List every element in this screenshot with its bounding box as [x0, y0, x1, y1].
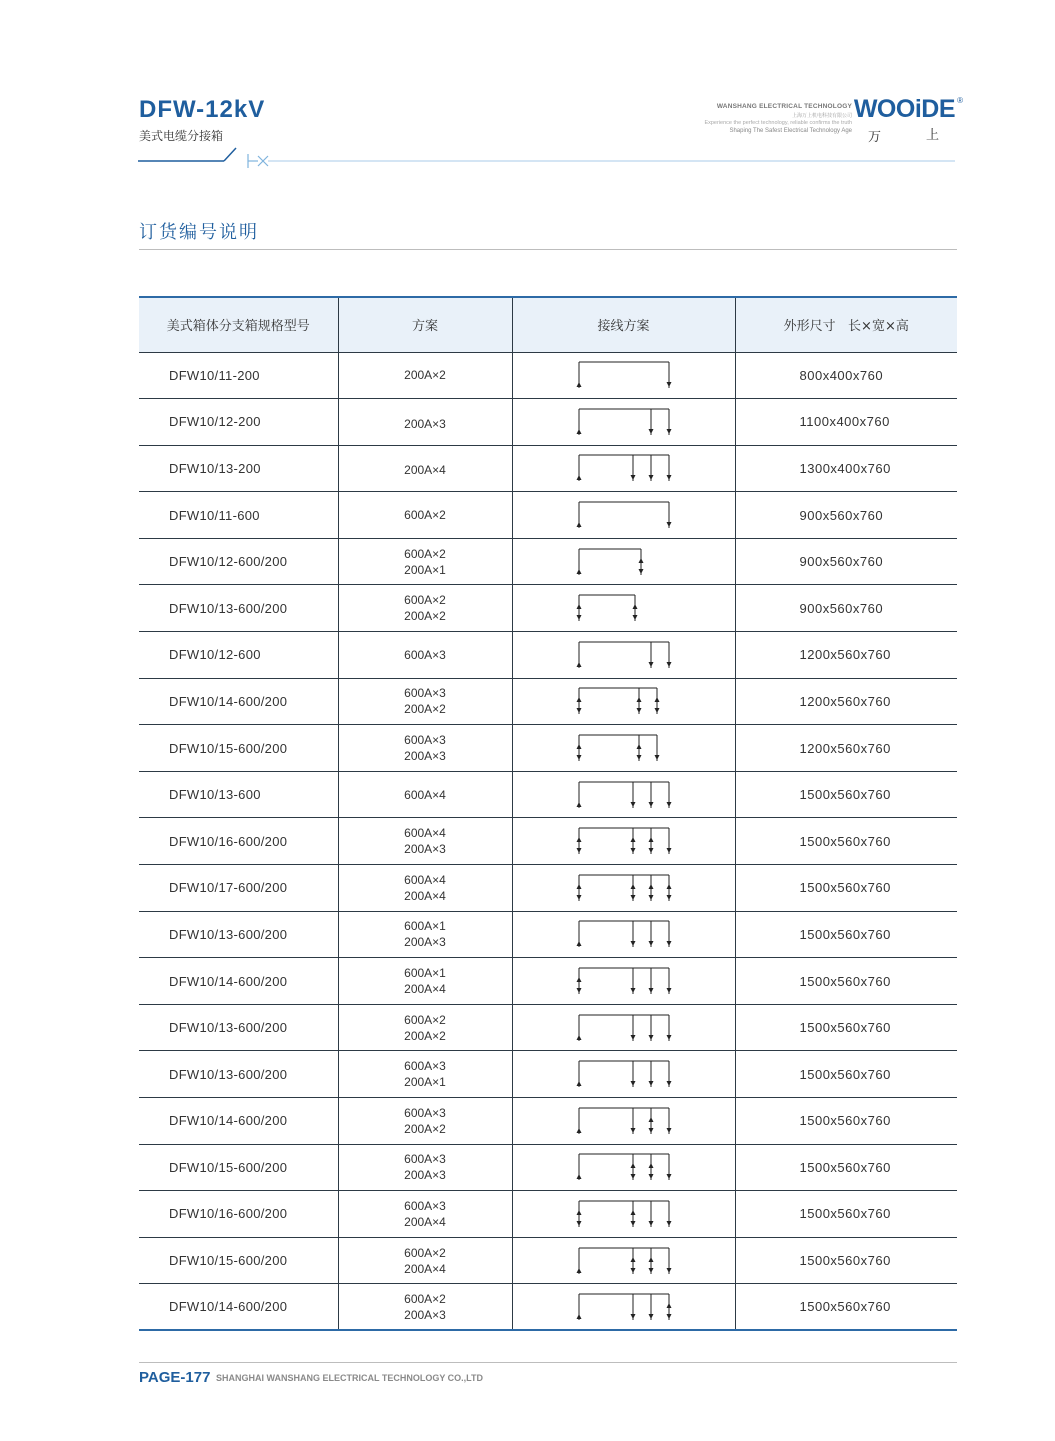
cell-wiring	[512, 445, 735, 492]
cell-plan	[338, 445, 512, 492]
plan-line-2: 200A×1	[404, 562, 446, 577]
cell-wiring	[512, 771, 735, 818]
arrow-up-icon	[576, 522, 581, 527]
wiring-diagram	[573, 1057, 673, 1091]
wiring-diagram	[573, 684, 673, 718]
plan-line-1: 600A×2	[404, 508, 446, 523]
plan-line-2: 200A×4	[404, 1261, 446, 1276]
wiring-diagram	[573, 731, 673, 765]
cell-wiring	[512, 1098, 735, 1145]
arrow-up-icon	[576, 802, 581, 807]
product-subtitle: 美式电缆分接箱	[139, 129, 224, 143]
cell-plan	[338, 911, 512, 958]
footer-divider	[139, 1362, 957, 1363]
table-row	[139, 399, 957, 446]
plan-line-2: 200A×1	[404, 1075, 446, 1090]
arrow-down-icon	[648, 988, 653, 993]
arrow-down-icon	[576, 848, 581, 853]
brand-cn-wan: 万	[867, 130, 881, 145]
arrow-down-icon	[576, 615, 581, 620]
arrow-up-icon	[630, 884, 635, 889]
arrow-up-icon	[576, 429, 581, 434]
arrow-down-icon	[636, 755, 641, 760]
plan-line-1: 600A×1	[404, 966, 446, 981]
arrow-up-icon	[576, 604, 581, 609]
arrow-down-icon	[630, 1174, 635, 1179]
arrow-up-icon	[654, 697, 659, 702]
table-row	[139, 725, 957, 772]
cell-model: DFW10/15-600/200	[139, 1144, 338, 1191]
section-title: 订货编号说明	[139, 222, 259, 243]
header-dimensions: 外形尺寸 长×宽×高	[735, 297, 957, 352]
arrow-down-icon	[666, 475, 671, 480]
cell-dimensions: 1500x560x760	[735, 1144, 957, 1191]
arrow-down-icon	[632, 615, 637, 620]
plan-line-1: 600A×3	[404, 733, 446, 748]
wiring-diagram	[573, 1197, 673, 1231]
cell-dimensions: 1200x560x760	[735, 632, 957, 679]
cell-model: DFW10/16-600/200	[139, 818, 338, 865]
plan-line-2: 200A×3	[404, 1307, 446, 1322]
arrow-up-icon	[576, 1314, 581, 1319]
plan-line-1: 200A×2	[404, 368, 446, 383]
wiring-diagram	[573, 824, 673, 858]
arrow-down-icon	[648, 475, 653, 480]
arrow-down-icon	[648, 1081, 653, 1086]
cell-wiring	[512, 725, 735, 772]
wiring-diagram	[573, 1244, 673, 1278]
arrow-up-icon	[636, 697, 641, 702]
table-row	[139, 1051, 957, 1098]
cell-dimensions: 1500x560x760	[735, 1284, 957, 1331]
plan-line-1: 600A×2	[404, 1291, 446, 1306]
cell-plan	[338, 632, 512, 679]
arrow-down-icon	[666, 382, 671, 387]
arrow-down-icon	[648, 802, 653, 807]
arrow-down-icon	[630, 475, 635, 480]
plan-line-1: 200A×3	[404, 416, 446, 431]
wiring-diagram	[573, 358, 673, 392]
product-title: DFW-12kV	[139, 96, 266, 123]
cell-dimensions: 1200x560x760	[735, 678, 957, 725]
arrow-up-icon	[576, 837, 581, 842]
wiring-diagram	[573, 405, 673, 439]
arrow-down-icon	[648, 895, 653, 900]
wiring-diagram	[573, 591, 673, 625]
plan-line-2: 200A×2	[404, 609, 446, 624]
brand-tagline-2: Shaping The Safest Electrical Technology Age	[729, 128, 852, 134]
plan-line-1: 600A×3	[404, 1152, 446, 1167]
arrow-down-icon	[666, 522, 671, 527]
cell-wiring	[512, 1144, 735, 1191]
plan-line-2: 200A×3	[404, 1168, 446, 1183]
plan-line-2: 200A×4	[404, 888, 446, 903]
cell-wiring	[512, 585, 735, 632]
arrow-down-icon	[576, 988, 581, 993]
brand-en-name: WANSHANG ELECTRICAL TECHNOLOGY	[716, 103, 852, 110]
header-plan: 方案	[338, 297, 512, 352]
arrow-down-icon	[648, 941, 653, 946]
arrow-down-icon	[630, 941, 635, 946]
wiring-diagram	[573, 1011, 673, 1045]
arrow-down-icon	[648, 662, 653, 667]
arrow-up-icon	[648, 1257, 653, 1262]
header-model: 美式箱体分支箱规格型号	[139, 297, 338, 352]
arrow-down-icon	[630, 1268, 635, 1273]
plan-line-1: 600A×3	[404, 1198, 446, 1213]
arrow-down-icon	[576, 895, 581, 900]
arrow-up-icon	[648, 837, 653, 842]
cell-plan	[338, 958, 512, 1005]
cell-model: DFW10/13-600	[139, 771, 338, 818]
wiring-diagram	[573, 964, 673, 998]
arrow-up-icon	[576, 1128, 581, 1133]
plan-line-1: 600A×3	[404, 1105, 446, 1120]
cell-dimensions: 1300x400x760	[735, 445, 957, 492]
arrow-up-icon	[648, 1117, 653, 1122]
cell-model: DFW10/14-600/200	[139, 678, 338, 725]
arrow-down-icon	[576, 755, 581, 760]
arrow-down-icon	[630, 1081, 635, 1086]
brand-tagline-1: Experience the perfect technology, reliable confirms the truth	[704, 120, 852, 126]
arrow-up-icon	[576, 1268, 581, 1273]
arrow-up-icon	[632, 604, 637, 609]
arrow-down-icon	[576, 708, 581, 713]
table-row	[139, 352, 957, 399]
table-row	[139, 865, 957, 912]
plan-line-1: 600A×2	[404, 1012, 446, 1027]
cell-plan	[338, 352, 512, 399]
arrow-down-icon	[630, 1035, 635, 1040]
table-row	[139, 585, 957, 632]
cell-plan	[338, 771, 512, 818]
order-code-table	[139, 296, 957, 1331]
cell-wiring	[512, 352, 735, 399]
arrow-down-icon	[654, 755, 659, 760]
arrow-down-icon	[666, 1081, 671, 1086]
cell-dimensions: 1100x400x760	[735, 399, 957, 446]
cell-plan	[338, 865, 512, 912]
cell-dimensions: 900x560x760	[735, 538, 957, 585]
arrow-up-icon	[576, 697, 581, 702]
arrow-down-icon	[630, 1314, 635, 1319]
cell-wiring	[512, 1284, 735, 1331]
plan-line-1: 600A×3	[404, 686, 446, 701]
arrow-down-icon	[666, 988, 671, 993]
wiring-diagram	[573, 638, 673, 672]
cell-plan	[338, 1237, 512, 1284]
table-row	[139, 538, 957, 585]
wiring-diagram	[573, 1150, 673, 1184]
plan-line-1: 600A×4	[404, 872, 446, 887]
arrow-down-icon	[666, 1128, 671, 1133]
cell-model: DFW10/13-200	[139, 445, 338, 492]
cell-wiring	[512, 1004, 735, 1051]
cell-dimensions: 1500x560x760	[735, 1004, 957, 1051]
plan-line-1: 600A×2	[404, 1245, 446, 1260]
cell-plan	[338, 725, 512, 772]
header-wiring: 接线方案	[512, 297, 735, 352]
table-row	[139, 678, 957, 725]
cell-model: DFW10/13-600/200	[139, 1051, 338, 1098]
cell-model: DFW10/14-600/200	[139, 958, 338, 1005]
arrow-up-icon	[576, 662, 581, 667]
cell-model: DFW10/15-600/200	[139, 725, 338, 772]
arrow-down-icon	[630, 1221, 635, 1226]
arrow-down-icon	[666, 848, 671, 853]
brand-logo: WOOiDE	[853, 95, 955, 123]
cell-dimensions: 1500x560x760	[735, 958, 957, 1005]
arrow-up-icon	[630, 1257, 635, 1262]
cell-model: DFW10/17-600/200	[139, 865, 338, 912]
cell-model: DFW10/15-600/200	[139, 1237, 338, 1284]
cell-model: DFW10/12-600	[139, 632, 338, 679]
arrow-up-icon	[576, 977, 581, 982]
wiring-diagram	[573, 1104, 673, 1138]
cell-wiring	[512, 865, 735, 912]
arrow-down-icon	[648, 1128, 653, 1133]
cell-model: DFW10/12-200	[139, 399, 338, 446]
arrow-up-icon	[576, 884, 581, 889]
plan-line-2: 200A×2	[404, 1121, 446, 1136]
table-row	[139, 1004, 957, 1051]
arrow-down-icon	[630, 848, 635, 853]
arrow-down-icon	[648, 429, 653, 434]
cell-dimensions: 1500x560x760	[735, 771, 957, 818]
cell-wiring	[512, 1237, 735, 1284]
wiring-diagram	[573, 545, 673, 579]
plan-line-1: 200A×4	[404, 463, 446, 478]
arrow-down-icon	[648, 848, 653, 853]
plan-line-2: 200A×4	[404, 982, 446, 997]
plan-line-1: 600A×3	[404, 647, 446, 662]
table-row	[139, 958, 957, 1005]
arrow-up-icon	[630, 837, 635, 842]
plan-line-2: 200A×3	[404, 935, 446, 950]
arrow-up-icon	[576, 744, 581, 749]
cell-plan	[338, 1004, 512, 1051]
arrow-up-icon	[576, 382, 581, 387]
cell-plan	[338, 399, 512, 446]
arrow-up-icon	[630, 1163, 635, 1168]
arrow-up-icon	[666, 884, 671, 889]
arrow-down-icon	[666, 941, 671, 946]
cell-wiring	[512, 958, 735, 1005]
cell-model: DFW10/12-600/200	[139, 538, 338, 585]
plan-line-1: 600A×2	[404, 593, 446, 608]
arrow-down-icon	[666, 1314, 671, 1319]
cell-model: DFW10/13-600/200	[139, 1004, 338, 1051]
plan-line-1: 600A×2	[404, 546, 446, 561]
arrow-down-icon	[666, 1268, 671, 1273]
cell-wiring	[512, 911, 735, 958]
brand-cn-shang: 上	[925, 128, 939, 143]
arrow-up-icon	[576, 1081, 581, 1086]
arrow-down-icon	[666, 662, 671, 667]
plan-line-1: 600A×1	[404, 919, 446, 934]
table-row	[139, 1284, 957, 1331]
cell-plan	[338, 492, 512, 539]
arrow-down-icon	[648, 1174, 653, 1179]
arrow-up-icon	[576, 475, 581, 480]
arrow-up-icon	[576, 1174, 581, 1179]
cell-model: DFW10/14-600/200	[139, 1284, 338, 1331]
plan-line-2: 200A×3	[404, 749, 446, 764]
cell-dimensions: 1500x560x760	[735, 818, 957, 865]
arrow-down-icon	[666, 1174, 671, 1179]
arrow-up-icon	[576, 1035, 581, 1040]
cell-wiring	[512, 1191, 735, 1238]
table-row	[139, 1144, 957, 1191]
table-row	[139, 1098, 957, 1145]
cell-model: DFW10/11-200	[139, 352, 338, 399]
arrow-down-icon	[630, 895, 635, 900]
cell-model: DFW10/13-600/200	[139, 585, 338, 632]
table-row	[139, 818, 957, 865]
arrow-down-icon	[648, 1221, 653, 1226]
wiring-diagram	[573, 451, 673, 485]
arrow-down-icon	[576, 1221, 581, 1226]
cell-model: DFW10/16-600/200	[139, 1191, 338, 1238]
arrow-down-icon	[648, 1314, 653, 1319]
cell-plan	[338, 1191, 512, 1238]
arrow-up-icon	[576, 941, 581, 946]
table-row	[139, 445, 957, 492]
section-divider	[139, 249, 957, 250]
arrow-down-icon	[666, 1035, 671, 1040]
arrow-down-icon	[630, 1128, 635, 1133]
cell-dimensions: 1500x560x760	[735, 1191, 957, 1238]
cell-model: DFW10/11-600	[139, 492, 338, 539]
cell-wiring	[512, 399, 735, 446]
arrow-down-icon	[638, 569, 643, 574]
cell-plan	[338, 678, 512, 725]
arrow-up-icon	[666, 1303, 671, 1308]
cell-dimensions: 1500x560x760	[735, 1098, 957, 1145]
cell-dimensions: 1500x560x760	[735, 865, 957, 912]
cell-dimensions: 900x560x760	[735, 492, 957, 539]
cell-plan	[338, 1284, 512, 1331]
cell-model: DFW10/14-600/200	[139, 1098, 338, 1145]
cell-plan	[338, 1051, 512, 1098]
plan-line-1: 600A×4	[404, 826, 446, 841]
cell-model: DFW10/13-600/200	[139, 911, 338, 958]
arrow-down-icon	[654, 708, 659, 713]
registered-mark: ®	[957, 96, 963, 105]
wiring-diagram	[573, 778, 673, 812]
wiring-diagram	[573, 498, 673, 532]
arrow-down-icon	[666, 1221, 671, 1226]
arrow-down-icon	[636, 708, 641, 713]
arrow-down-icon	[630, 802, 635, 807]
cell-wiring	[512, 678, 735, 725]
cell-plan	[338, 585, 512, 632]
cell-plan	[338, 1098, 512, 1145]
arrow-down-icon	[666, 429, 671, 434]
cell-wiring	[512, 492, 735, 539]
plan-line-2: 200A×2	[404, 1028, 446, 1043]
cell-dimensions: 800x400x760	[735, 352, 957, 399]
wiring-diagram	[573, 917, 673, 951]
arrow-up-icon	[576, 569, 581, 574]
plan-line-2: 200A×3	[404, 842, 446, 857]
cell-plan	[338, 538, 512, 585]
arrow-down-icon	[630, 988, 635, 993]
arrow-up-icon	[638, 558, 643, 563]
cell-dimensions: 1500x560x760	[735, 1237, 957, 1284]
arrow-up-icon	[648, 884, 653, 889]
cell-plan	[338, 818, 512, 865]
cell-wiring	[512, 538, 735, 585]
table-header-row	[139, 297, 957, 352]
cell-dimensions: 1500x560x760	[735, 1051, 957, 1098]
cell-wiring	[512, 632, 735, 679]
plan-line-1: 600A×3	[404, 1059, 446, 1074]
plan-line-1: 600A×4	[404, 787, 446, 802]
table-row	[139, 1237, 957, 1284]
cell-wiring	[512, 818, 735, 865]
wiring-diagram	[573, 1290, 673, 1324]
arrow-down-icon	[648, 1268, 653, 1273]
table-row	[139, 632, 957, 679]
wiring-diagram	[573, 871, 673, 905]
arrow-up-icon	[630, 1210, 635, 1215]
table-row	[139, 771, 957, 818]
cell-dimensions: 900x560x760	[735, 585, 957, 632]
arrow-up-icon	[648, 1163, 653, 1168]
arrow-down-icon	[666, 895, 671, 900]
plan-line-2: 200A×4	[404, 1214, 446, 1229]
arrow-up-icon	[576, 1210, 581, 1215]
brand-cn-company: 上海万上机电科技有限公司	[791, 113, 852, 119]
table-row	[139, 492, 957, 539]
brand-block	[695, 95, 963, 150]
cell-plan	[338, 1144, 512, 1191]
arrow-down-icon	[666, 802, 671, 807]
plan-line-2: 200A×2	[404, 702, 446, 717]
cell-wiring	[512, 1051, 735, 1098]
cell-dimensions: 1200x560x760	[735, 725, 957, 772]
table-row	[139, 911, 957, 958]
arrow-up-icon	[636, 744, 641, 749]
footer-company: SHANGHAI WANSHANG ELECTRICAL TECHNOLOGY CO.,LTD	[216, 1373, 484, 1383]
page-number: PAGE-177	[139, 1369, 211, 1386]
cell-dimensions: 1500x560x760	[735, 911, 957, 958]
arrow-down-icon	[648, 1035, 653, 1040]
table-row	[139, 1191, 957, 1238]
